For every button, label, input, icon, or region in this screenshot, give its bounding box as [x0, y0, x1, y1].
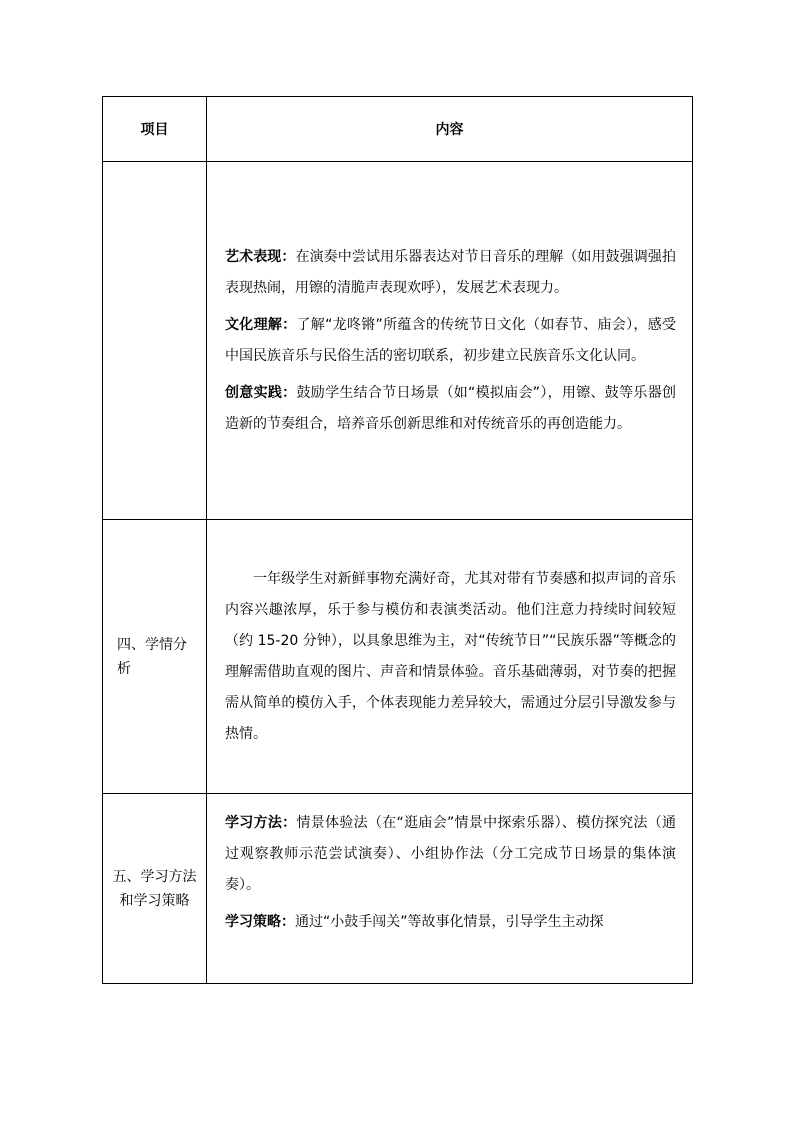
- paragraph-text: 通过“小鼓手闯关”等故事化情景，引导学生主动探: [295, 914, 604, 930]
- header-content: 内容: [207, 97, 693, 162]
- content-paragraph: [225, 808, 676, 901]
- table-row: [103, 162, 693, 520]
- row-content: [207, 520, 693, 794]
- content-paragraph: [225, 564, 676, 750]
- content-paragraph: [225, 310, 676, 372]
- paragraph-label: 创意实践：: [225, 384, 297, 401]
- table-row: [103, 520, 693, 794]
- row-item-label: 四、学情分析: [103, 520, 207, 794]
- row-content: [207, 162, 693, 520]
- row-item-label: 五、学习方法和学习策略: [103, 794, 207, 984]
- header-item: 项目: [103, 97, 207, 162]
- paragraph-text: 在演奏中尝试用乐器表达对节日音乐的理解（如用鼓强调强拍表现热闹，用镲的清脆声表现欢呼），发展艺术表现力。: [225, 248, 676, 296]
- content-paragraph: [225, 378, 676, 440]
- table-row: [103, 794, 693, 984]
- row-content: [207, 794, 693, 984]
- content-paragraph: [225, 907, 676, 938]
- paragraph-text: 情景体验法（在“逛庙会”情景中探索乐器）、模仿探究法（通过观察教师示范尝试演奏）、小组协作法（分工完成节日场景的集体演奏）。: [225, 815, 676, 893]
- paragraph-label: 学习方法：: [225, 815, 297, 831]
- paragraph-label: 艺术表现：: [225, 248, 296, 265]
- content-paragraph: [225, 242, 676, 304]
- row-item-label: [103, 162, 207, 520]
- lesson-plan-table: [102, 96, 693, 984]
- paragraph-text: 了解“龙咚锵”所蕴含的传统节日文化（如春节、庙会），感受中国民族音乐与民俗生活的密切联系，初步建立民族音乐文化认同。: [225, 316, 676, 364]
- paragraph-label: 文化理解：: [225, 316, 297, 333]
- paragraph-text: 一年级学生对新鲜事物充满好奇，尤其对带有节奏感和拟声词的音乐内容兴趣浓厚，乐于参与模仿和表演类活动。他们注意力持续时间较短（约 15-20 分钟），以具象思维为主，对“传统节日”“民族乐器”等概念的理解需借助直观的图片、声音和情景体验。音乐基础薄弱，对节奏的把握需从简单的模仿入手，个体表现能力差异较大，需通过分层引导激发参与热情。: [225, 570, 676, 742]
- table-header-row: [103, 97, 693, 162]
- paragraph-text: 鼓励学生结合节日场景（如“模拟庙会”），用镲、鼓等乐器创造新的节奏组合，培养音乐创新思维和对传统音乐的再创造能力。: [225, 384, 676, 432]
- paragraph-label: 学习策略：: [225, 914, 295, 930]
